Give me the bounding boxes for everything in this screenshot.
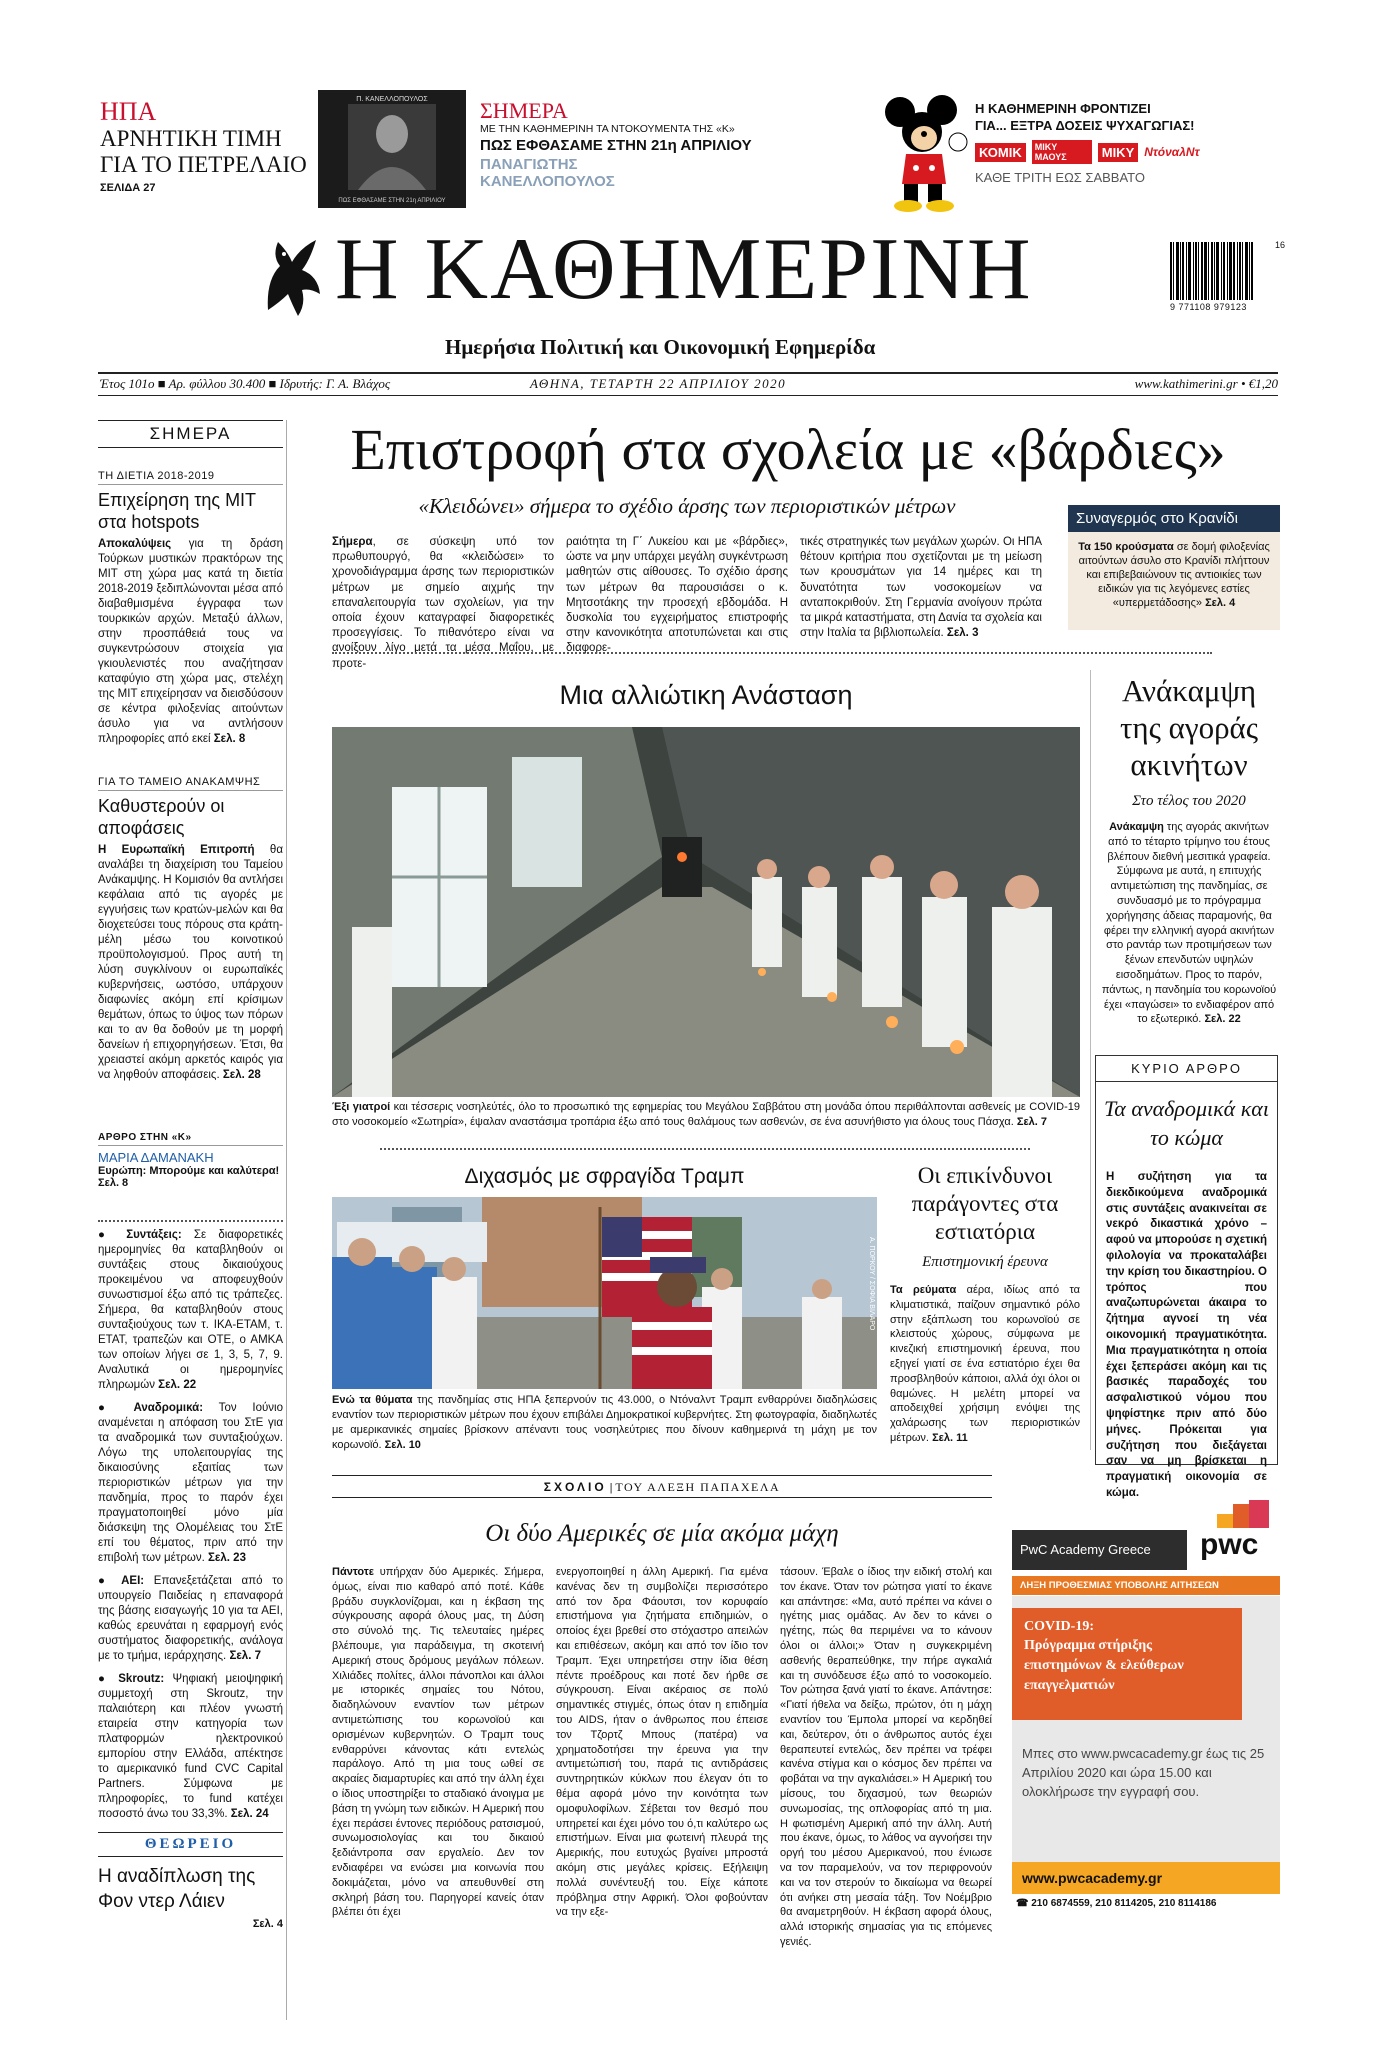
pwc-body: Μπες στο www.pwcacademy.gr έως τις 25 Απριλίου 2020 και ώρα 15.00 και ολοκλήρωσε την εγγραφή σου. [1012, 1732, 1280, 1862]
masthead-subtitle: Ημερήσια Πολιτική και Οικονομική Εφημερίδα [445, 335, 876, 359]
article-author: ΜΑΡΙΑ ΔΑΜΑΝΑΚΗ [98, 1150, 214, 1165]
comic-logo-donald: ΝτόναλΝτ [1144, 145, 1200, 159]
comment-headline[interactable]: Οι δύο Αμερικές σε μία ακόμα μάχη [485, 1520, 839, 1547]
lead-column-2: ραιότητα τη Γ΄ Λυκείου και με «βάρδιες», ώστε να μην υπάρχει μεγάλη συγκέντρωση μαθητών στις αίθουσες. Το σχέδιο άρσης των μέτρων θα παρουσιάσει ο κ. Μητσοτάκης την προσεχή εβδομάδα. Η δυσκολία του εγχειρήματος επιστροφής στην κανονικότητα αποτυπώνεται και στις διαφορε- [566, 536, 788, 655]
brief-aei[interactable]: ● ΑΕΙ: Επανεξετάζεται από το υπουργείο Παιδείας η επαναφορά της βάσης εισαγωγής 10 για τα ΑΕΙ, καθώς ερευνάται η εφαρμογή ενός συστήματος διαφορετικής, ανάλογα με το τμήμα, ιεράρχησης. Σελ. 7 [98, 1575, 283, 1662]
pwc-advertisement[interactable] [1012, 1500, 1280, 1920]
comment-column-2: ενεργοποιηθεί η άλλη Αμερική. Για εμένα κανένας δεν τη συμβολίζει περισσότερο από τον δρα Φάουτσι, τον κορυφαίο επιστήμονα για ζητήματα επιδημιών, ο οποίος έχει βρεθεί στο στόχαστρο απειλών και επιθέσεων, ακόμη και από τον ίδιο τον Τραμπ. Έχει υπηρετήσει στην ίδια θέση πέντε προέδρους και ποτέ δεν ήρθε σε σύγκρουση. Είναι ακέραιος σε πολύ σημαντικές στιγμές, όπως όταν η επιδημία του AIDS, ήταν ο άνθρωπος που έπεισε τον Τζορτζ Μπους (πατέρα) να χρηματοδοτήσει την έρευνα για την αντιμετώπισή του, παρά τις αντιδράσεις συντηρητικών κύκλων που έλεγαν ότι το θέμα αφορά μόνο την κοινότητα των ομοφυλοφίλων. Σέβεται τον θεσμό που υπηρετεί και έχει μόνο του ό,τι καλύτερο ως επιστήμων. Είναι μια φωτεινή πλευρά της Αμερικής, που ευτυχώς βγαίνει μπροστά ακόμη στις μεγάλες κρίσεις. Εξήλειψη πολλά συνέντευξή του. Είχε κάποτε πρόβλημα στην Αφρική. Όλοι φοβούνταν να την εξε- [556, 1566, 768, 1919]
kranidi-title: Συναγερμός στο Κρανίδι [1068, 505, 1280, 532]
pwc-phones: ☎ 210 6874559, 210 8114205, 210 8114186 [1016, 1898, 1217, 1909]
easter-headline[interactable]: Μια αλλιώτικη Ανάσταση [559, 680, 853, 710]
mickey-mouse-icon [880, 92, 970, 212]
pwc-offer-inner [1012, 1608, 1242, 1720]
pwc-academy-label: PwC Academy Greece [1012, 1530, 1187, 1570]
story-title: Επιχείρηση της ΜΙΤ στα hotspots [98, 490, 256, 532]
lead-column-1: Σήμερα, σε σύσκεψη υπό τον πρωθυπουργό, θα «κλειδώσει» το χρονοδιάγραμμα άρσης των περιοριστικών μέτρων με σημείο αιχμής την επαναλειτουργία των σχολείων, για την οποία έχουν καταγραφεί διαφορετικές προσεγγίσεις. Το πιθανότερο είναι να ανοίξουν λίγο μετά τα μέσα Μαΐου, με προτε- [332, 536, 554, 670]
restaurants-story[interactable] [890, 1162, 1080, 1446]
story-kicker: ΑΡΘΡΟ ΣΤΗΝ «Κ» [98, 1132, 283, 1146]
griffin-logo-icon [258, 230, 328, 320]
bullet-icon: ● [98, 1229, 114, 1241]
right-teaser-line-1: Η ΚΑΘΗΜΕΡΙΝΗ ΦΡΟΝΤΙΖΕΙ [975, 101, 1151, 116]
comment-rule-bottom [332, 1497, 992, 1498]
pwc-logo-icon [1187, 1500, 1277, 1530]
comment-kicker: ΣΧΟΛΙΟ [543, 1480, 607, 1494]
theorio-rule-2 [98, 1856, 283, 1857]
brief-retroactive[interactable]: ● Αναδρομικά: Τον Ιούνιο αναμένεται η απόφαση του ΣτΕ για τα αναδρομικά των συνταξιούχων. Λόγω της υπολειτουργίας της δικαιοσύνης εξαιτίας των περιοριστικών μέτρων για την πανδημία, προς το παρόν έχει πραγματοποιηθεί μόνο μία διάσκεψη της Ολομέλειας του ΣτΕ επί του θέματος, πριν από την επιβολή των μέτρων. Σελ. 23 [98, 1402, 284, 1564]
brief-pensions[interactable]: ● Συντάξεις: Σε διαφορετικές ημερομηνίες θα καταβληθούν οι συντάξεις στους δικαιούχους προκειμένου να αποφευχθούν συνωστισμοί έξω από τις τράπεζες. Σήμερα, θα καταβληθούν στους συνταξιούχους των τ. ΙΚΑ-ΕΤΑΜ, τ. ΕΤΑΤ, τραπεζών και ΟΤΕ, ο ΑΜΚΑ των οποίων λήγει σε 1, 3, 5, 7, 9. Αναλυτικά οι ημερομηνίες πληρωμών Σελ. 22 [98, 1229, 283, 1391]
teaser-page: ΣΕΛΙΔΑ 27 [100, 182, 156, 194]
top-left-teaser[interactable] [100, 98, 310, 194]
comic-logo-komik: ΚΟΜΙΚ [975, 143, 1026, 162]
comic-logo-miky: ΜΙΚΥ [1098, 143, 1139, 162]
masthead-title: Η ΚΑΘΗΜΕΡΙΝΗ [335, 221, 1033, 318]
right-column-border [1090, 670, 1091, 1450]
pwc-brand: pwc [1200, 1528, 1259, 1561]
masthead-info-left: Έτος 101ο ■ Αρ. φύλλου 30.400 ■ Ιδρυτής: Γ. Α. Βλάχος [100, 376, 391, 391]
comment-column-1: Πάντοτε υπήρχαν δύο Αμερικές. Σήμερα, όμως, είναι πιο καθαρό από ποτέ. Κάθε βράδυ συγκλονίζομαι, και η έκβαση της σύγκρουσης αφορά όλους μας, τη Δύση στο σύνολό της. Τις τελευταίες ημέρες βλέπουμε, για παράδειγμα, τη σκοτεινή Αμερική στους δρόμους μεγάλων πόλεων. Χιλιάδες πολίτες, άλλοι πάνοπλοι και άλλοι με ιστορικές σημαίες του Νότου, διαδηλώνουν εναντίον των μέτρων αντιμετώπισης του κορωνοϊού και ορισμένων κυβερνητών. Ο Τραμπ τους ενθαρρύνει κάνοντας κάτι εντελώς παράλογο. Από τη μια τους ωθεί σε ακραίες διαμαρτυρίες και από την άλλη έχει ο ίδιος υποστηρίξει το σταδιακό άνοιγμα με βάση τη γνώμη των ειδικών. Η Αμερική που έχει περάσει έντονες περιόδους ρατσισμού, συνωμοσιολογίας και του δικαιού ξεδιάντροπα σαν εργαλείο. Δεν τον ενδιαφέρει να ενώσει μια κοινωνία που δοκιμάζεται, μόνο να απευθυνθεί στη σκληρή βάση του. Παρηγορεί κανείς όταν βλέπει ότι έχει [332, 1566, 544, 1919]
sidebar-right-border [286, 420, 287, 2020]
restaurants-deck: Επιστημονική έρευνα [922, 1254, 1048, 1270]
book-cover[interactable] [318, 90, 466, 208]
realestate-deck: Στο τέλος του 2020 [1132, 793, 1246, 809]
mid-divider [380, 1148, 1030, 1150]
teaser-title-line-2: ΓΙΑ ΤΟ ΠΕΤΡΕΛΑΙΟ [100, 152, 307, 177]
story-body: Η Ευρωπαϊκή Επιτροπή θα αναλάβει τη διαχείριση του Ταμείου Ανάκαμψης. Η Κομισιόν θα αντλήσει κεφάλαια από τις αγορές με εγγυήσεις των κρατών-μελών και θα διοχετεύσει τους πόρους στα κράτη-μέλη μέσω του κοινοτικού προϋπολογισμού. Προς αυτή τη λύση συγκλίνουν οι ευρωπαϊκές κυβερνήσεις, ωστόσο, υπάρχουν διαφωνίες ακόμη επί κρίσιμων θεμάτων, όπως το ύψος των πόρων και το αν θα δοθούν με τη μορφή δανείων ή επιχορηγήσεων. Έτσι, θα χρειαστεί ακόμη αρκετός καιρός για να ληφθούν αποφάσεις. Σελ. 28 [98, 844, 283, 1081]
lead-headline[interactable]: Επιστροφή στα σχολεία με «βάρδιες» [350, 417, 1226, 482]
sidebar-story-mit[interactable] [98, 470, 283, 747]
article-ref: Σελ. 8 [98, 1177, 129, 1189]
barcode-number: 9 771108 979123 [1170, 302, 1247, 312]
masthead-info-center: ΑΘΗΝΑ, ΤΕΤΑΡΤΗ 22 ΑΠΡΙΛΙΟΥ 2020 [530, 376, 787, 391]
lead-deck: «Κλειδώνει» σήμερα το σχέδιο άρσης των περιοριστικών μέτρων [418, 494, 956, 518]
sidebar-header: ΣΗΜΕΡΑ [149, 424, 232, 443]
bullet-icon: ● [98, 1575, 112, 1587]
hospital-corridor-illustration [332, 727, 1080, 1097]
sidebar-story-recovery-fund[interactable] [98, 776, 283, 1083]
theorio-header: ΘΕΩΡΕΙΟ [144, 1836, 237, 1852]
comment-author: ΤΟΥ ΑΛΕΞΗ ΠΑΠΑΧΕΛΑ [615, 1480, 781, 1494]
sidebar-rule-top [98, 420, 283, 421]
pwc-deadline-strip: ΛΗΞΗ ΠΡΟΘΕΣΜΙΑΣ ΥΠΟΒΟΛΗΣ ΑΙΤΗΣΕΩΝ [1012, 1576, 1280, 1595]
editorial-title: Τα αναδρομικά και το κώμα [1104, 1096, 1269, 1150]
comic-logo-miky-maous: ΜΙΚΥ ΜΑΟΥΣ [1032, 140, 1092, 164]
easter-caption: Έξι γιατροί και τέσσερις νοσηλεύτές, όλο το προσωπικό της εφημερίας του Μεγάλου Σαββάτου στη μονάδα όπου περιθάλπονται ασθενείς με COVID-19 στο νοσοκομείο «Σωτηρία», έψαλαν αναστάσιμα τροπάρια έξω από τους θαλάμους των ασθενών, σε ένα ασυνήθιστο για όλους τους Πάσχα. Σελ. 7 [332, 1101, 1080, 1128]
editorial-kicker: ΚΥΡΙΟ ΑΡΘΡΟ [1096, 1056, 1277, 1082]
teaser-title-line-1: ΑΡΝΗΤΙΚΗ ΤΙΜΗ [100, 126, 282, 151]
barcode [1170, 242, 1270, 300]
sidebar-rule-top-2 [98, 447, 283, 448]
teaser-kicker: ΗΠΑ [100, 97, 157, 126]
theorio-title[interactable]: Η αναδίπλωση της Φον ντερ Λάιεν [98, 1866, 256, 1912]
barcode-issue: 16 [1275, 240, 1286, 250]
book-cover-portrait [318, 104, 466, 194]
comment-rule-top [332, 1475, 992, 1476]
brief-skroutz[interactable]: ● Skroutz: Ψηφιακή μειοψηφική συμμετοχή στη Skroutz, την παλαιότερη και πλέον γνωστή εταιρεία στην κατηγορία των πλατφορμών ηλεκτρονικού εμπορίου στην Ελλάδα, απέκτησε το αμερικανικό fund CVC Capital Partners. Σύμφωνα με πληροφορίες, το fund κατέχει ποσοστό άνω του 33,3%. Σελ. 24 [98, 1673, 283, 1820]
realestate-story[interactable] [1100, 672, 1278, 1027]
comment-separator: | [609, 1480, 613, 1494]
protest-illustration [332, 1197, 877, 1389]
mid-teaser-author-2: ΚΑΝΕΛΛΟΠΟΥΛΟΣ [480, 173, 615, 190]
trump-headline[interactable]: Διχασμός με σφραγίδα Τραμπ [464, 1165, 745, 1188]
pwc-offer-title-1: COVID-19: [1024, 1619, 1094, 1634]
lead-column-3: τικές στρατηγικές των μεγάλων χωρών. Οι ΗΠΑ θέτουν κριτήρια που σχετίζονται με τη μείωση των κρουσμάτων για 14 ημέρες και τη δυνατότητα των νοσοκομείων να ανταποκριθούν. Στη Γερμανία ανοίγουν πρώτα τα μικρά καταστήματα, στη Δανία τα σχολεία και στην Ιταλία τα βιβλιοπωλεία. Σελ. 3 [800, 536, 1042, 640]
theorio-rule [98, 1832, 283, 1833]
protest-photo [332, 1197, 877, 1389]
lead-divider [332, 652, 1212, 654]
sidebar-divider [98, 1220, 283, 1222]
top-mid-teaser[interactable] [480, 100, 860, 190]
sidebar-briefs [98, 1228, 283, 1822]
book-cover-caption: ΠΩΣ ΕΦΘΑΣΑΜΕ ΣΤΗΝ 21η ΑΠΡΙΛΙΟΥ [338, 198, 446, 204]
story-title: Καθυστερούν οι αποφάσεις [98, 796, 225, 838]
protest-photo-credit: Α. ΠΟΡΚΟΥ / ΣΟΦΙΑ ΒΙΛΑΡΟ [868, 1237, 875, 1331]
trump-caption: Ενώ τα θύματα της πανδημίας στις ΗΠΑ ξεπερνούν τις 43.000, ο Ντόναλντ Τραμπ ενθαρρύνει διαδηλώσεις εναντίον των περιοριστικών μέτρων που έχουν επιβάλει Δημοκρατικοί κυβερνήτες. Στη φωτογραφία, διαδηλωτές με αμερικανικές σημαίες βρίσκονν απέναντι τους νοσηλεύτριες που δίνουν καθημερινά τη μάχη με τον κορωνοϊό. Σελ. 10 [332, 1394, 877, 1451]
kranidi-box[interactable] [1068, 505, 1280, 630]
comic-logos [975, 140, 1275, 164]
right-teaser-days: ΚΑΘΕ ΤΡΙΤΗ ΕΩΣ ΣΑΒΒΑΤΟ [975, 170, 1146, 185]
restaurants-headline: Οι επικίνδυνοι παράγοντες στα εστιατόρια [911, 1163, 1059, 1244]
mid-teaser-title: ΠΩΣ ΕΦΘΑΣΑΜΕ ΣΤΗΝ 21η ΑΠΡΙΛΙΟΥ [480, 137, 752, 154]
restaurants-body: Τα ρεύματα αέρα, ιδίως από τα κλιματιστικά, παίζουν σημαντικό ρόλο στην εξάπλωση του κορωνοϊού σε κλειστούς χώρους, σύμφωνα με κινεζική επιστημονική έρευνα, που εξηγεί γιατί σε ένα εστιατόριο έχει θα προσβληθούν κάποιοι, αλλά όχι όλοι οι θαμώνες. Η μελέτη μπορεί να αποδειχθεί χρήσιμη ενόψει της χαλάρωσης των περιοριστικών μέτρων. Σελ. 11 [890, 1284, 1080, 1444]
masthead-rule-bottom [98, 395, 1278, 396]
masthead-rule-top [98, 372, 1278, 374]
editorial-box[interactable] [1095, 1055, 1278, 1499]
pwc-url[interactable]: www.pwcacademy.gr [1012, 1862, 1280, 1894]
story-kicker: ΤΗ ΔΙΕΤΙΑ 2018-2019 [98, 470, 283, 485]
pwc-offer-box [1012, 1596, 1280, 1732]
sidebar-article-damanaki[interactable] [98, 1132, 283, 1189]
comment-kicker-row [332, 1480, 992, 1495]
editorial-body: Η συζήτηση για τα διεκδικούμενα αναδρομικά στις συντάξεις ανακινείται σε νεκρό δικαστικά χρόνο – αφού να μπορούσε η σχετική φιλολογία να προκαταλάβει την κρίση του δικαστηρίου. Ο τρόπος που αναζωπυρώνεται άκαιρα το ζήτημα αγνοεί τη νέα οικονομική πραγματικότητα. Μια πραγματικότητα η οποία έχει ξεπεράσει ακόμη και τις βασικές παραδοχές του ασφαλιστικού νόμου που ψηφίστηκε πριν από δύο μήνες. Πρόκειται για συζήτηση που διεξάγεται σαν να μη βρίσκεται η πραγματική οικονομία σε κώμα. [1106, 1171, 1267, 1499]
easter-photo [332, 727, 1080, 1097]
top-right-teaser[interactable] [975, 100, 1275, 185]
masthead-info-right: www.kathimerini.gr • €1,20 [1134, 376, 1278, 391]
article-title: Ευρώπη: Μπορούμε και καλύτερα! [98, 1165, 280, 1177]
mid-teaser-sub: ΜΕ ΤΗΝ ΚΑΘΗΜΕΡΙΝΗ ΤΑ ΝΤΟΚΟΥΜΕΝΤΑ ΤΗΣ «Κ» [480, 123, 735, 135]
phone-icon: ☎ [1016, 1898, 1029, 1909]
pwc-offer-title-2: Πρόγραμμα στήριξης επιστημόνων & ελεύθερων επαγγελματιών [1024, 1638, 1184, 1693]
theorio-ref: Σελ. 4 [252, 1918, 283, 1930]
kranidi-body: Τα 150 κρούσματα σε δομή φιλοξενίας αιτούντων άσυλο στο Κρανίδι πλήττουν και επιβεβαιώνουν τις αντιοικίες των ειδικών για τις λεγόμενες εστίες «υπερμετάδοσης» Σελ. 4 [1078, 541, 1270, 609]
story-kicker: ΓΙΑ ΤΟ ΤΑΜΕΙΟ ΑΝΑΚΑΜΨΗΣ [98, 776, 283, 791]
book-cover-author: Π. ΚΑΝΕΛΛΟΠΟΥΛΟΣ [356, 96, 428, 103]
right-teaser-line-2: ΓΙΑ... ΕΞΤΡΑ ΔΟΣΕΙΣ ΨΥΧΑΓΩΓΙΑΣ! [975, 118, 1195, 133]
realestate-body: Ανάκαμψη της αγοράς ακινήτων από το τέταρτο τρίμηνο του έτους βλέπουν διεθνή μεσιτικά γραφεία. Σύμφωνα με αυτά, η επιτυχής αντιμετώπιση της πανδημίας, σε συνδυασμό με το πρόγραμμα χορήγησης άδειας παραμονής, θα φέρει την ελληνική αγορά ακινήτων στο ραντάρ των προτιμήσεων των ξένων επενδυτών υψηλών εισοδημάτων. Προς το παρόν, πάντως, η πανδημία του κορωνοϊού έχει «παγώσει» το ενδιαφέρον από το εξωτερικό. Σελ. 22 [1101, 821, 1277, 1026]
bullet-icon: ● [98, 1402, 118, 1414]
comment-column-3: τάσουν. Έβαλε ο ίδιος την ειδική στολή και τον έκανε. Όταν τον ρώτησα γιατί το έκανε και απάντησε: «Μα, αυτό πρέπει να κάνει ο ηγέτης μιας ομάδας. Αν δεν το κάνει ο ηγέτης, πώς θα περιμένει να το κάνουν όλοι οι άλλοι;» Όταν η συγκεκριμένη ασθενής θεραπεύθηκε, την πήρε αγκαλιά και τη συνόδευσε έξω από το νοσοκομείο. Τον ρώτησα ξανά γιατί το έκανε. Απάντησε: «Γιατί ήθελα να δείξω, πρώτον, ότι η μάχη εναντίον του Έμπολα μπορεί να κερδηθεί και, δεύτερον, ότι ο άνθρωπος αυτός έχει θεραπευτεί εντελώς, δεν πρέπει να τρέφει κανένα στίγμα και ο κόσμος δεν πρέπει να φοβάται να την αγκαλιάσει.» Η Αμερική του μίσους, του διχασμού, των θεωριών συνωμοσίας, της οπλοφορίας από τη μια. Η φωτισμένη Αμερική από την άλλη. Αυτή που έκανε, όμως, το λάθος να αγνοήσει την οργή του μέσου Αμερικανού, που ένιωσε να τον παραμελούν, να τον περιφρονούν και να τον στερούν το δικαίωμα να θεωρεί ότι ανήκει στη μεσαία τάξη. Τον Νοέμβριο θα αναμετρηθούν. Η έκβαση αφορά όλους, αλλά ιστορικής σημασίας για τις επόμενες γενιές. [780, 1566, 992, 1948]
bullet-icon: ● [98, 1673, 110, 1685]
mid-teaser-kicker: ΣΗΜΕΡΑ [480, 98, 568, 123]
mid-teaser-author-1: ΠΑΝΑΓΙΩΤΗΣ [480, 156, 578, 173]
realestate-headline: Ανάκαμψη της αγοράς ακινήτων [1119, 673, 1259, 782]
story-body: Αποκαλύψεις για τη δράση Τούρκων μυστικών πρακτόρων της ΜΙΤ στη χώρα μας κατά τη διετία 2018-2019 ξεδιπλώνονται μέσα από διαβαθμισμένα έγγραφα των τουρκικών αρχών. Μεταξύ άλλων, στην προσπάθειά τους να συγκεντρώσουν στοιχεία για γκιουλενιστές που αναζήτησαν καταφύγιο στη χώρα μας, στελέχη της ΜΙΤ επιχείρησαν να διεισδύσουν σε κέντρα φιλοξενίας αιτούντων άσυλο για να αντλήσουν πληροφορίες από εκεί Σελ. 8 [98, 538, 283, 745]
